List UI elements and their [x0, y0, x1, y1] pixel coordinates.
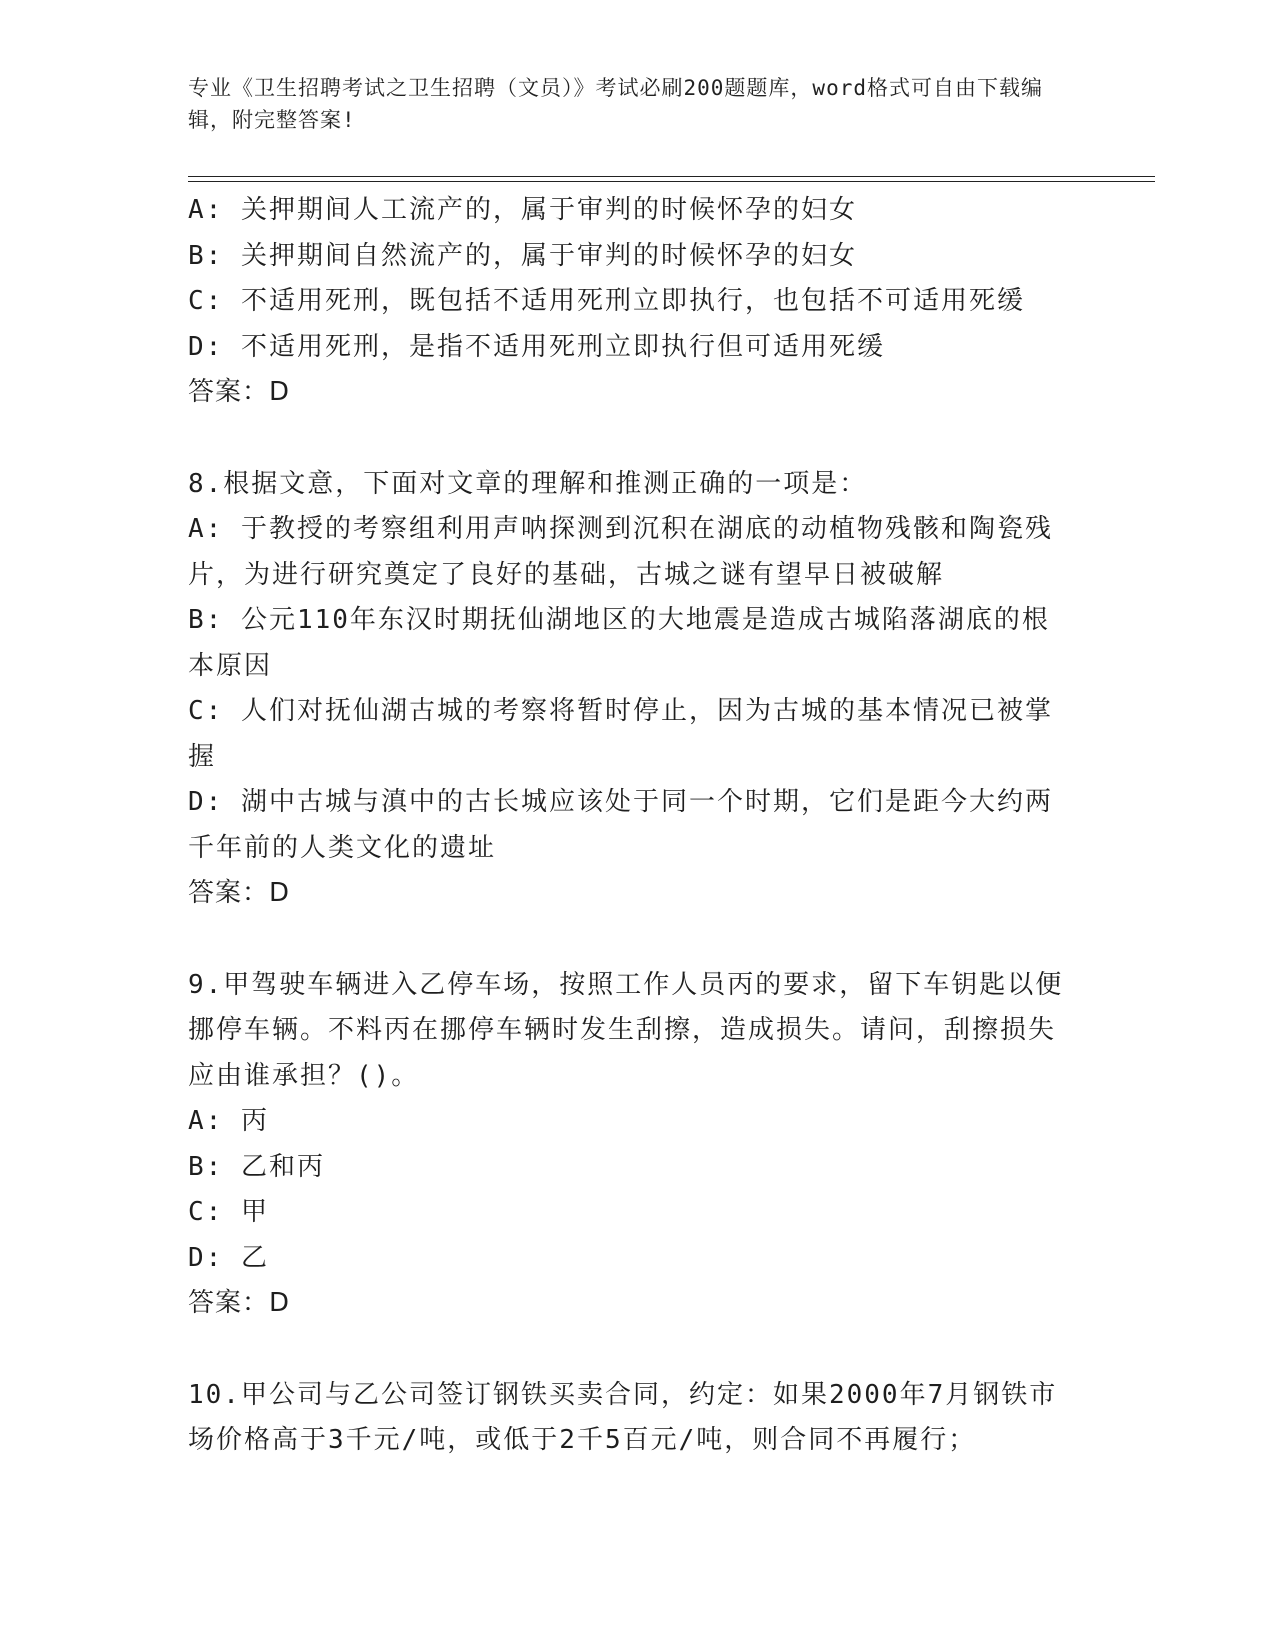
- q7-option-a: A: 关押期间人工流产的，属于审判的时候怀孕的妇女: [188, 195, 857, 225]
- q9-option-c: C: 甲: [188, 1197, 269, 1227]
- q9-option-a: A: 丙: [188, 1106, 269, 1136]
- question-9-block: [188, 963, 1068, 1327]
- q9-question: 9.甲驾驶车辆进入乙停车场，按照工作人员丙的要求，留下车钥匙以便挪停车辆。不料丙在挪停车辆时发生刮擦，造成损失。请问，刮擦损失应由谁承担？()。: [188, 969, 1064, 1091]
- spacer: [188, 416, 1068, 462]
- q8-answer: 答案：D: [188, 878, 291, 908]
- q7-option-d: D: 不适用死刑，是指不适用死刑立即执行但可适用死缓: [188, 331, 885, 362]
- q10-question: 10.甲公司与乙公司签订钢铁买卖合同，约定：如果2000年7月钢铁市场价格高于3千元/吨，或低于2千5百元/吨，则合同不再履行；: [188, 1379, 1058, 1455]
- q8-option-b: B: 公元110年东汉时期抚仙湖地区的大地震是造成古城陷落湖底的根本原因: [188, 605, 1050, 681]
- document-body: [188, 188, 1068, 1464]
- header-divider: [188, 176, 1155, 182]
- q9-answer: 答案：D: [188, 1288, 291, 1318]
- q8-option-a: A: 于教授的考察组利用声呐探测到沉积在湖底的动植物残骸和陶瓷残片，为进行研究奠定了良好的基础，古城之谜有望早日被破解: [188, 514, 1053, 590]
- q8-option-d: D: 湖中古城与滇中的古长城应该处于同一个时期，它们是距今大约两千年前的人类文化的遗址: [188, 787, 1053, 863]
- document-header: 专业《卫生招聘考试之卫生招聘（文员）》考试必刷200题题库，word格式可自由下载编辑，附完整答案!: [188, 76, 1043, 132]
- q8-option-c: C: 人们对抚仙湖古城的考察将暂时停止，因为古城的基本情况已被掌握: [188, 696, 1053, 772]
- question-7-block: [188, 188, 1068, 416]
- q9-option-d: D: 乙: [188, 1242, 269, 1273]
- q7-option-c: C: 不适用死刑，既包括不适用死刑立即执行，也包括不可适用死缓: [188, 286, 1025, 316]
- q7-answer: 答案：D: [188, 377, 291, 407]
- spacer: [188, 917, 1068, 963]
- spacer: [188, 1327, 1068, 1373]
- q8-question: 8.根据文意，下面对文章的理解和推测正确的一项是：: [188, 468, 868, 499]
- question-8-block: [188, 462, 1068, 917]
- question-10-block: [188, 1373, 1068, 1464]
- q7-option-b: B: 关押期间自然流产的，属于审判的时候怀孕的妇女: [188, 240, 857, 271]
- q9-option-b: B: 乙和丙: [188, 1151, 325, 1182]
